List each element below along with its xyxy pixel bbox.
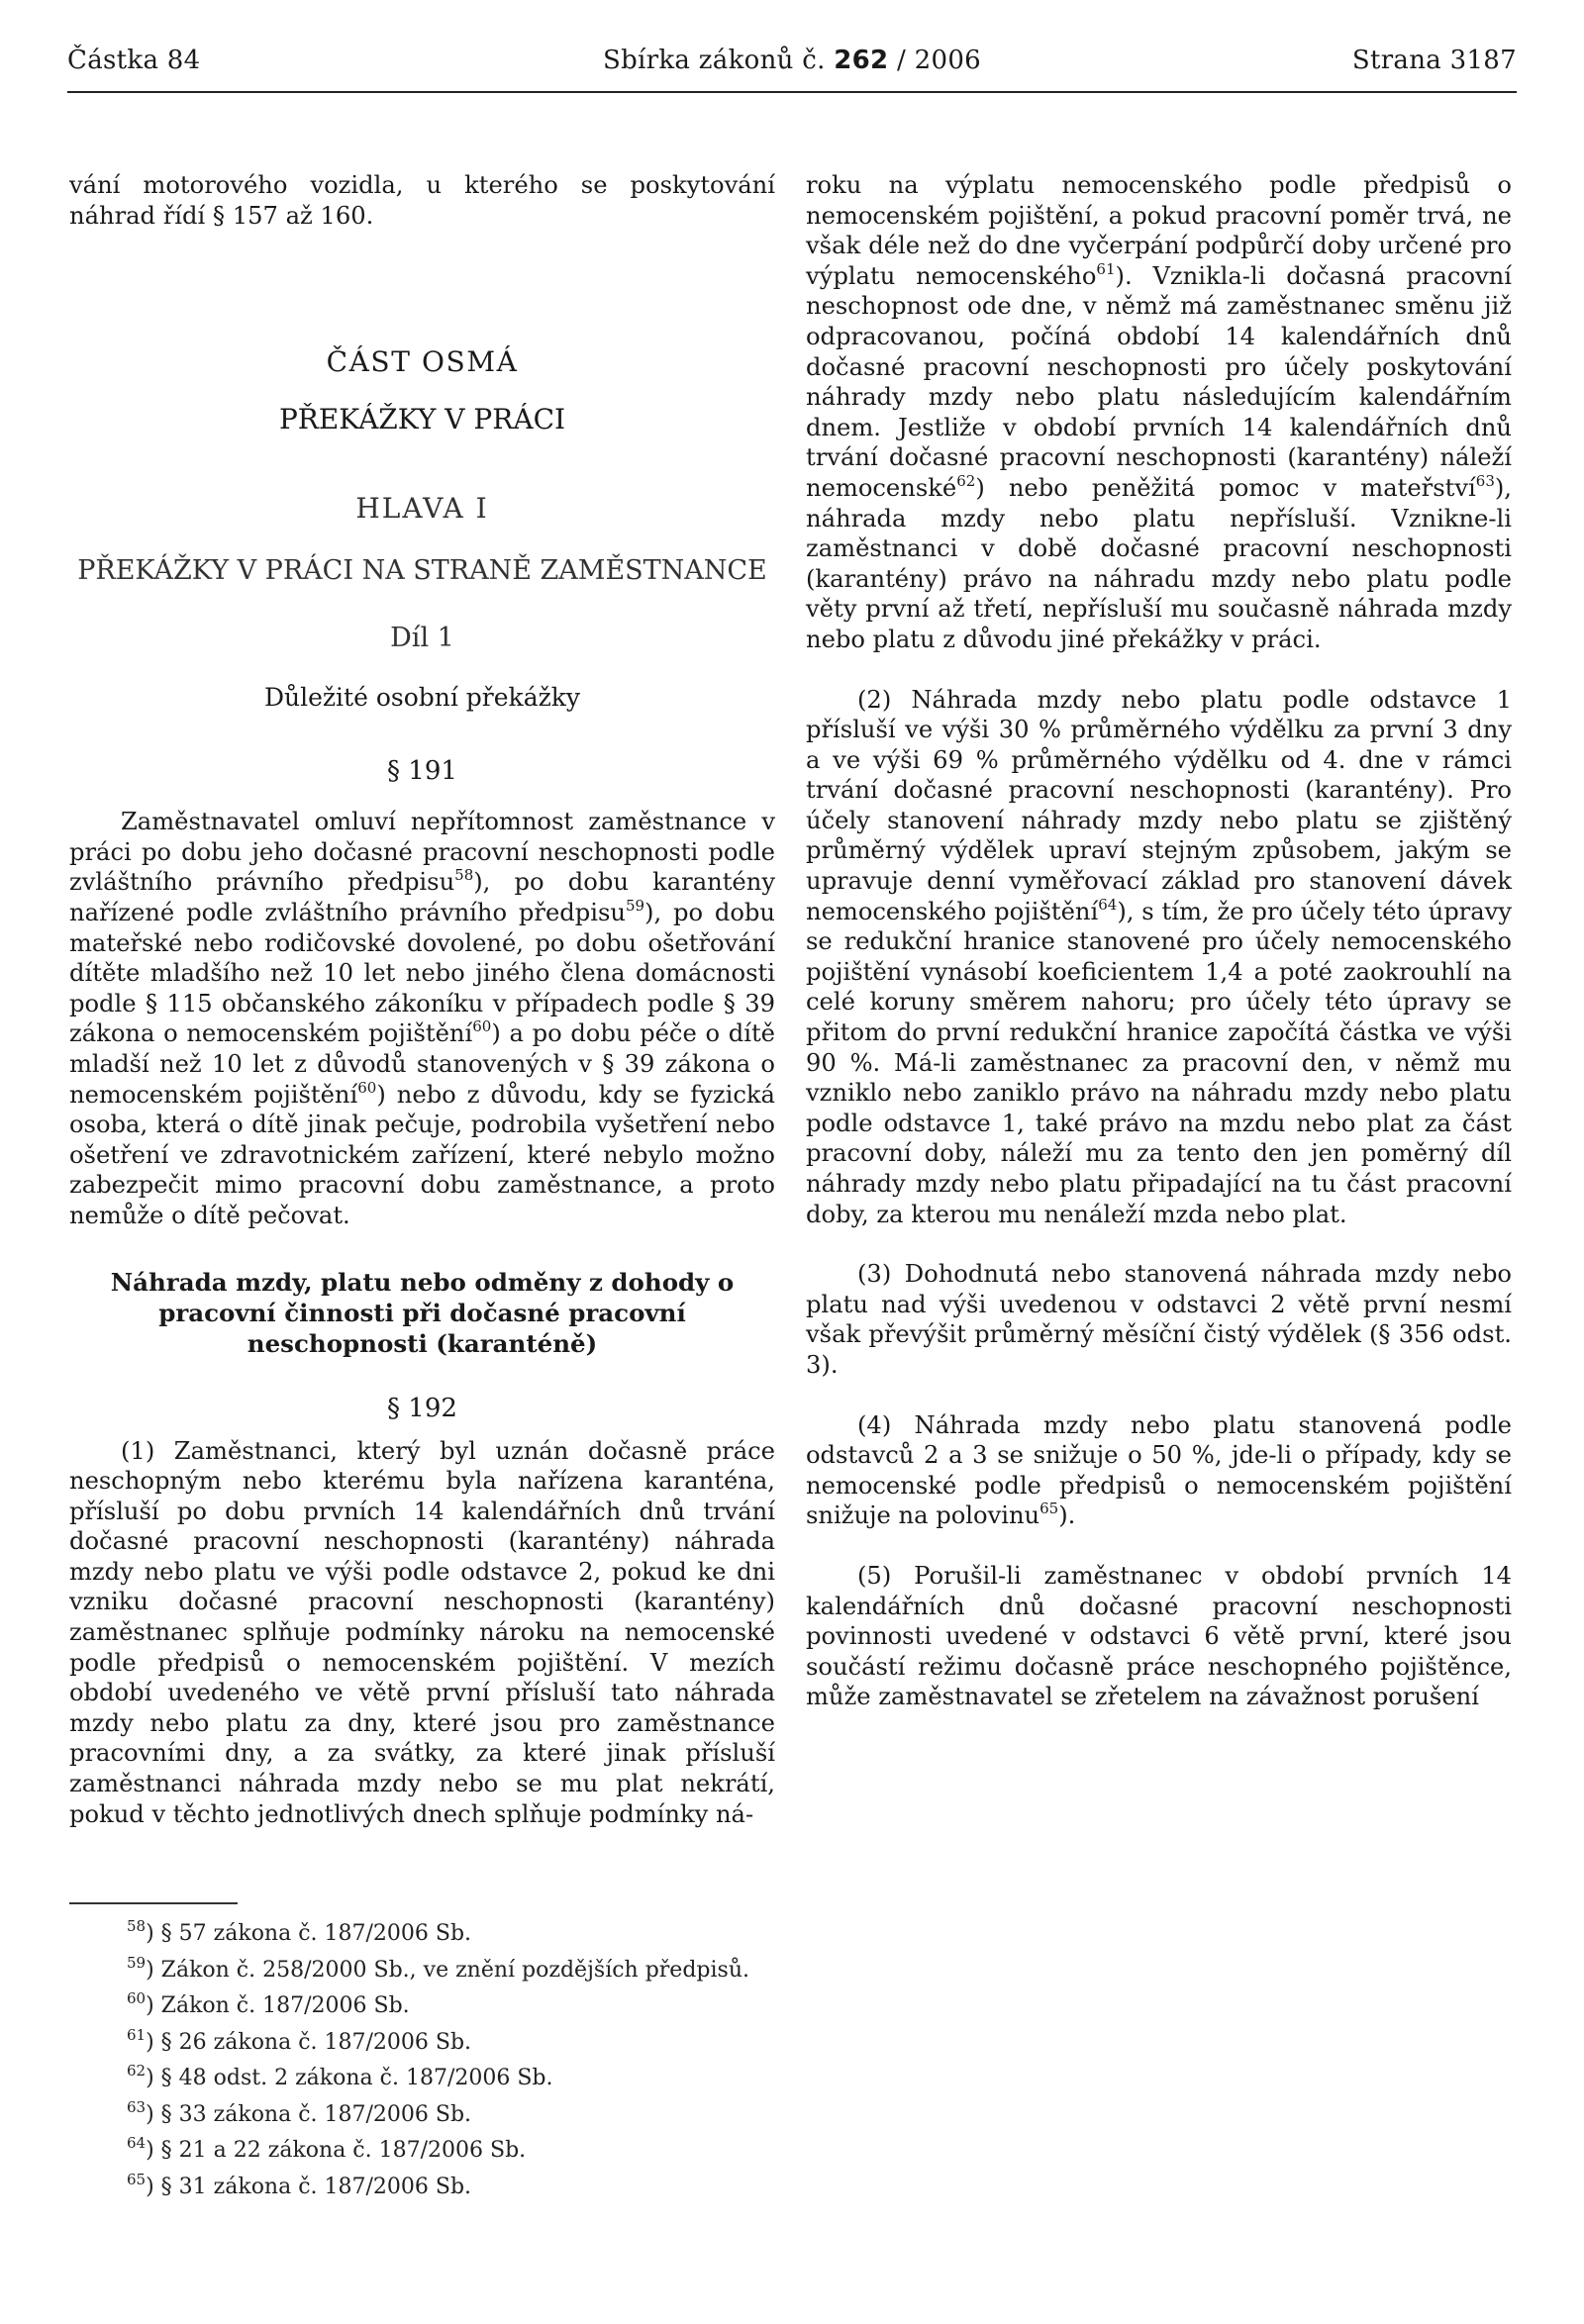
chapter-title: HLAVA I: [355, 492, 489, 526]
footnote-text: ) Zákon č. 258/2000 Sb., ve znění pozdějších předpisů.: [146, 1957, 749, 1983]
section-191-text-part: ), po dobu mateřské nebo rodičovské dovolené, po dobu ošetřování dítěte mladšího než 10 let nebo jiného člena domácnosti podle § 115 občanského zákoníku v případech podle § 39 zákona o nemocenském pojištění: [69, 898, 775, 1048]
footnote-ref-60: 60: [472, 1017, 492, 1036]
intro-text: vání motorového vozidla, u kterého se poskytování náhrad řídí § 157 až 160.: [69, 171, 775, 230]
footnote-text: ) § 48 odst. 2 zákona č. 187/2006 Sb.: [146, 2066, 553, 2090]
footnote-item: [127, 2025, 749, 2062]
right-column: [806, 170, 1512, 1712]
paragraph-1-continued: [806, 170, 1512, 655]
footnote-item: [127, 1988, 749, 2025]
left-column: [69, 170, 775, 1829]
header-collection: [67, 46, 1517, 75]
footnote-ref-61: 61: [1096, 259, 1116, 278]
paragraph-text-part: ).: [1058, 1501, 1076, 1530]
footnote-text: ) § 31 zákona č. 187/2006 Sb.: [146, 2174, 472, 2199]
footnote-ref-62: 62: [956, 471, 976, 490]
footnote-ref-65: 65: [1040, 1500, 1059, 1518]
section-191-text-part: Zaměstnavatel omluví nepřítomnost zaměstnance v práci po dobu jeho dočasné pracovní neschopnosti podle zvláštního právního předpisu: [69, 808, 775, 897]
header-rule: [67, 91, 1517, 93]
section-191-text: [69, 807, 775, 1230]
footnote-text: ) § 26 zákona č. 187/2006 Sb.: [146, 2029, 472, 2055]
footnote-text: ) Zákon č. 187/2006 Sb.: [146, 1993, 410, 2018]
footnote-number: 64: [127, 2134, 147, 2152]
section-191-heading: § 191: [387, 756, 457, 787]
chapter-subtitle: PŘEKÁŽKY V PRÁCI NA STRANĚ ZAMĚSTNANCE: [77, 555, 767, 587]
footnote-number: 58: [127, 1917, 147, 1935]
section-191-text-part: ), po dobu karantény nařízené podle zvláštního právního předpisu: [69, 868, 775, 926]
footnote-item: [127, 2061, 749, 2097]
footnotes-list: [127, 1916, 749, 2205]
footnote-number: 60: [127, 1989, 147, 2007]
footnote-text: ) § 57 zákona č. 187/2006 Sb.: [146, 1921, 472, 1946]
paragraph-text-part: ). Vznikla-li dočasná pracovní neschopnost ode dne, v němž má zaměstnanec směnu již odpracovanou, počíná období 14 kalendářních dnů dočasné pracovní neschopnosti pro účely poskytování náhrady mzdy nebo platu následujícím kalendářním dnem. Jestliže v období prvních 14 kalendářních dnů trvání dočasné pracovní neschopnosti (karantény) náleží nemocenské: [806, 261, 1512, 502]
footnote-item: [127, 1953, 749, 1989]
footnote-ref-63: 63: [1475, 471, 1495, 490]
footnote-ref-59: 59: [625, 896, 645, 915]
header-issue: Částka 84: [67, 46, 201, 75]
footnote-text: ) § 33 zákona č. 187/2006 Sb.: [146, 2101, 472, 2127]
footnote-number: 62: [127, 2062, 147, 2080]
footnote-item: [127, 2170, 749, 2206]
paragraph-text-part: (4) Náhrada mzdy nebo platu stanovená podle odstavců 2 a 3 se snižuje o 50 %, jde-li o případy, kdy se nemocenské podle předpisů o nemocenském pojištění snižuje na polovinu: [806, 1410, 1512, 1530]
header-collection-label: Sbírka zákonů č.: [602, 46, 826, 75]
paragraph-text-part: ), s tím, že pro účely této úpravy se redukční hranice stanovené pro účely nemocenského pojištění vynásobí koeficientem 1,4 a poté zaokrouhlí na celé koruny směrem nahoru; pro účely této úpravy se přitom do první redukční hranice započítá částka ve výši 90 %. Má-li zaměstnanec za pracovní den, v němž mu vzniklo nebo zaniklo právo na náhradu mzdy nebo platu podle odstavce 1, také právo na mzdu nebo plat za část pracovní doby, náleží mu za tento den jen poměrný díl náhrady mzdy nebo platu připadající na tu část pracovní doby, za kterou mu nenáleží mzda nebo plat.: [806, 897, 1512, 1228]
footnote-number: 65: [127, 2170, 147, 2188]
paragraph-text-part: roku na výplatu nemocenského podle předpisů o nemocenském pojištění, a pokud pracovní poměr trvá, ne však déle než do dne vyčerpání podpůrčí doby určené pro výplatu nemocenského: [806, 171, 1512, 290]
footnote-text: ) § 21 a 22 zákona č. 187/2006 Sb.: [146, 2138, 527, 2163]
division-subtitle: Důležité osobní překážky: [263, 683, 581, 713]
footnote-number: 59: [127, 1953, 147, 1972]
paragraph-4: [806, 1410, 1512, 1531]
paragraph-5: (5) Porušil-li zaměstnanec v období prvních 14 kalendářních dnů dočasné pracovní neschopnosti povinnosti uvedené v odstavci 6 větě první, které jsou součástí režimu dočasně práce neschopného pojištěnce, může zaměstnavatel se zřetelem na závažnost porušení: [806, 1561, 1512, 1711]
bold-section-heading: Náhrada mzdy, platu nebo odměny z dohody o pracovní činnosti při dočasné pracovní neschopnosti (karanténě): [110, 1267, 735, 1358]
footnote-ref-60: 60: [357, 1078, 377, 1097]
header-page-number: Strana 3187: [1351, 46, 1517, 75]
part-title: ČÁST OSMÁ: [326, 345, 519, 379]
footnote-ref-64: 64: [1098, 895, 1118, 914]
footnote-item: [127, 1916, 749, 1953]
footnote-rule: [69, 1902, 238, 1904]
footnote-item: [127, 2133, 749, 2170]
division-title: Díl 1: [390, 623, 454, 654]
footnote-item: [127, 2097, 749, 2134]
paragraph-text-part: ) nebo peněžitá pomoc v mateřství: [975, 473, 1476, 502]
header-year: / 2006: [897, 46, 982, 75]
footnote-number: 61: [127, 2025, 147, 2044]
part-subtitle: PŘEKÁŽKY V PRÁCI: [278, 403, 566, 436]
paragraph-3: (3) Dohodnutá nebo stanovená náhrada mzdy nebo platu nad výši uvedenou v odstavci 2 větě první nesmí však převýšit průměrný měsíční čistý výdělek (§ 356 odst. 3).: [806, 1260, 1512, 1379]
paragraph-text-part: ), náhrada mzdy nebo platu nepřísluší. Vznikne-li zaměstnanci v době dočasné pracovní neschopnosti (karantény) právo na náhradu mzdy nebo platu podle věty první až třetí, nepřísluší mu současně náhrada mzdy nebo platu z důvodu jiné překážky v práci.: [806, 473, 1512, 653]
header-law-number: 262: [834, 46, 889, 75]
paragraph-text-part: (2) Náhrada mzdy nebo platu podle odstavce 1 přísluší ve výši 30 % průměrného výdělku za první 3 dny a ve výši 69 % průměrného výdělku od 4. dne v rámci trvání dočasné pracovní neschopnosti (karantény). Pro účely stanovení náhrady mzdy nebo platu se zjištěný průměrný výdělek upraví stejným způsobem, jakým se upravuje denní vyměřovací základ pro stanovení dávek nemocenského pojištění: [806, 685, 1512, 925]
footnote-number: 63: [127, 2097, 147, 2116]
section-192-heading: § 192: [387, 1393, 457, 1423]
page-header: [67, 46, 1517, 95]
section-192-paragraph-1: (1) Zaměstnanci, který byl uznán dočasně práce neschopným nebo kterému byla nařízena karanténa, přísluší po dobu prvních 14 kalendářních dnů trvání dočasné pracovní neschopnosti (karantény) náhrada mzdy nebo platu ve výši podle odstavce 2, pokud ke dni vzniku dočasné pracovní neschopnosti (karantény) zaměstnanec splňuje podmínky nároku na nemocenské podle předpisů o nemocenském pojištění. V mezích období uvedeného ve větě první přísluší tato náhrada mzdy nebo platu za dny, které jsou pro zaměstnance pracovními dny, a za svátky, za které jinak přísluší zaměstnanci náhrada mzdy nebo se mu plat nekrátí, pokud v těchto jednotlivých dnech splňuje podmínky ná-: [69, 1436, 775, 1828]
section-191-text-part: ) a po dobu péče o dítě mladší než 10 let z důvodů stanovených v § 39 zákona o nemocenském pojištění: [69, 1019, 775, 1109]
paragraph-2: [806, 685, 1512, 1230]
section-191-text-part: ) nebo z důvodu, kdy se fyzická osoba, která o dítě jinak pečuje, podrobila vyšetření nebo ošetření ve zdravotnickém zařízení, které nebylo možno zabezpečit mimo pracovní dobu zaměstnance, a proto nemůže o dítě pečovat.: [69, 1080, 775, 1229]
footnote-ref-58: 58: [454, 866, 474, 885]
